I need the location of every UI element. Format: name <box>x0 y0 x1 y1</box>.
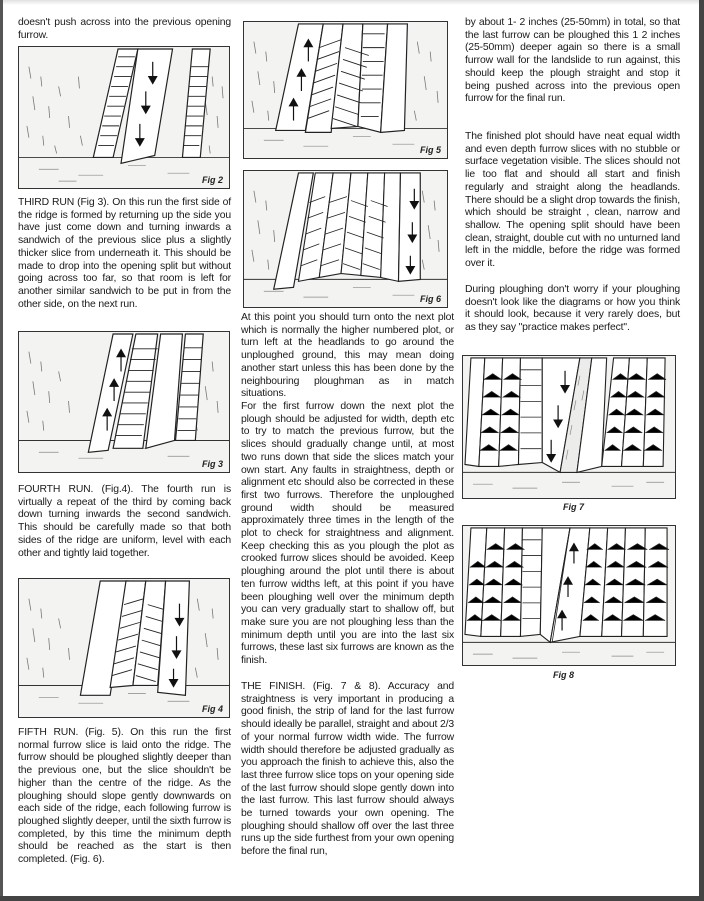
col1-paragraph-continued: doesn't push across into the previous opening furrow. <box>18 17 231 41</box>
fig7-illustration <box>463 356 675 498</box>
fig5-label: Fig 5 <box>419 145 441 155</box>
figure-6 <box>243 170 448 308</box>
third-run-paragraph: THIRD RUN (Fig 3). On this run the first side of the ridge is formed by returning up the side you have just come down and turning inwards a sandwich of the previous slice plus a slightly thicker slice from underneath it. This should be made to drop into the opening split but without going across too far, so that room is left for another similar sandwich to be put in from the other side, on the next run. <box>18 197 231 310</box>
fig3-illustration <box>19 332 229 472</box>
figure-5 <box>243 21 448 159</box>
page-right-border <box>699 0 704 901</box>
finish-continued-paragraph: by about 1- 2 inches (25-50mm) in total, so that the last furrow can be ploughed this 1 2 inches (25-50mm) deeper again so there is a small furrow wall for the landslide to run against, this should keep the plough straight and stop it being pushed across into the previous open furrow for the final run. <box>465 17 680 105</box>
fig6-illustration <box>244 171 447 307</box>
the-finish-paragraph: THE FINISH. (Fig. 7 & 8). Accuracy and straightness is very important in producing a good finish, the strip of land for the last furrow should ideally be parallel, straight and about 2/3 of your normal furrow width wide. The furrow width should therefore be adjusted gradually as you approach the finish to achieve this, also the last three furrow slice tops on your opening side of the last furrow should slope gently down into the last furrow. This last furrow should always be turned towards your own opening. The ploughing should shallow off over the last three runs up the side furthest from your own opening before the final run, <box>241 681 455 858</box>
fig4-label: Fig 4 <box>201 704 223 714</box>
fig2-illustration <box>19 47 229 188</box>
soil-texture <box>39 165 190 181</box>
figure-4 <box>18 578 230 718</box>
next-plot-paragraph: At this point you should turn onto the next plot which is normally the higher numbered plot, or turn left at the headlands to go around the unploughed ground, this may mean doing another start unless this has been done by the neighbouring ploughman as in match situations. <box>241 312 454 400</box>
first-furrow-paragraph: For the first furrow down the next plot the plough should be adjusted for width, depth etc to try to match the previous furrow, but the slices should gradually change until, at most two runs down that side the slices match your own start. Any faults in straightness, depth or alignment etc should also be corrected in these first two furrows. Therefore the unploughed ground width should be measured approximately three times in the length of the plot to check for straightness and alignment. Keep checking this as you plough the plot as crooked furrow slices should be avoided. Keep ploughing around the plot until there is about ten furrow widths left, at this point if you have been ploughing well over the minimum depth you can very gradually start to shallow off, but make sure you are not ploughing less than the minimum depth until you are into the last six furrows, these last six furrows are known as the finish. <box>241 401 454 667</box>
figure-3 <box>18 331 230 473</box>
fig7-caption: Fig 7 <box>563 502 585 512</box>
figure-7 <box>462 355 676 499</box>
fig6-label: Fig 6 <box>419 294 441 304</box>
page-top-edge <box>0 0 704 5</box>
practice-paragraph: During ploughing don't worry if your ploughing doesn't look like the diagrams or how you think it should look, because it very rarely does, but as they say "practice makes perfect". <box>465 284 680 334</box>
finished-plot-paragraph: The finished plot should have neat equal width and even depth furrow slices with no stubble or surface vegetation visible. The slices should not lie too flat and should all start and finish regularly and straight along the headlands. There should be a slight drop towards the finish, which should be straight , clean, narrow and shallow. The opening split should have been clean, straight, double cut with no unturned land left in the middle, before the ridge was formed over it. <box>465 131 680 270</box>
page-left-border <box>0 0 3 901</box>
fig8-illustration <box>463 526 675 665</box>
grass-texture-left <box>27 67 82 154</box>
fig5-illustration <box>244 22 447 158</box>
fig4-illustration <box>19 579 229 717</box>
fifth-run-paragraph: FIFTH RUN. (Fig. 5). On this run the first normal furrow slice is laid onto the ridge. The furrow should be ploughed slightly deeper than the previous one, but the slice shouldn't be higher than the centre of the ridge. As the ploughing should slope gently downwards on each side of the ridge, each following furrow is ploughed slightly deeper, until the sixth furrow is completed, by this time the minimum depth should be reached as the start is then completed. (Fig. 6). <box>18 727 231 866</box>
fig2-label: Fig 2 <box>201 175 223 185</box>
fig3-label: Fig 3 <box>201 459 223 469</box>
page-bottom-border <box>0 896 704 901</box>
figure-8 <box>462 525 676 666</box>
fourth-run-paragraph: FOURTH RUN. (Fig.4). The fourth run is virtually a repeat of the third by coming back down turning inwards the second sandwich. This should be carefully made so that both sides of the ridge are uniform, level with each other and tightly laid together. <box>18 484 231 559</box>
furrow-slice-right <box>182 49 210 157</box>
figure-2 <box>18 46 230 189</box>
fig8-caption: Fig 8 <box>553 670 575 680</box>
